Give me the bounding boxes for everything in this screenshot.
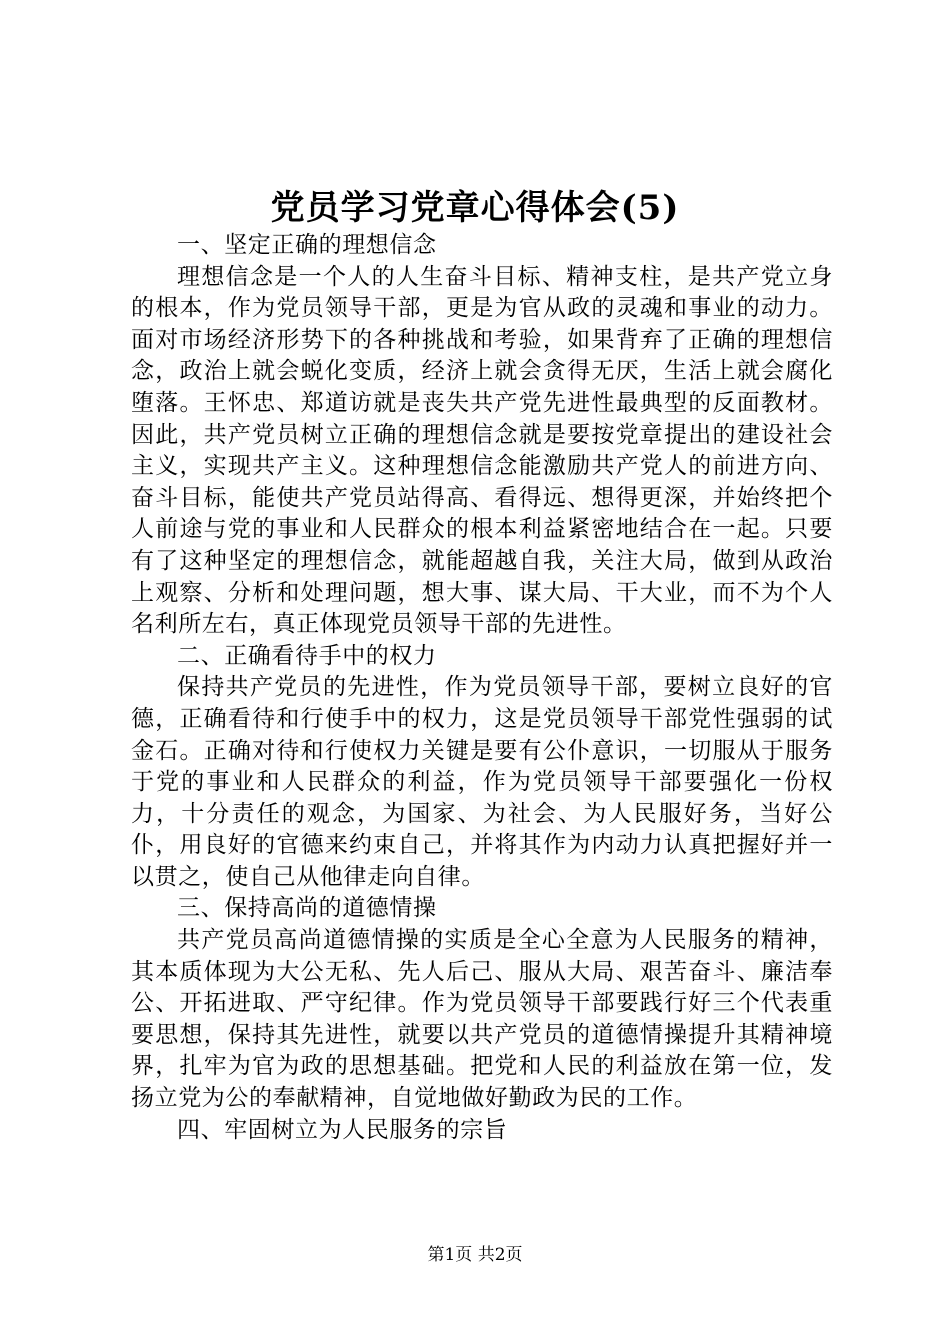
body-paragraph-3: 共产党员高尚道德情操的实质是全心全意为人民服务的精神，其本质体现为大公无私、先人后己、服从大局、艰苦奋斗、廉洁奉公、开拓进取、严守纪律。作为党员领导干部要践行好三个代表重要思想，保持其先进性，就要以共产党员的道德情操提升其精神境界，扎牢为官为政的思想基础。把党和人民的利益放在第一位，发扬立党为公的奉献精神，自觉地做好勤政为民的工作。 [131, 927, 833, 1112]
body-paragraph-2: 保持共产党员的先进性，作为党员领导干部，要树立良好的官德，正确看待和行使手中的权力，这是党员领导干部党性强弱的试金石。正确对待和行使权力关键是要有公仆意识，一切服从于服务于党的事业和人民群众的利益，作为党员领导干部要强化一份权力，十分责任的观念，为国家、为社会、为人民服好务，当好公仆，用良好的官德来约束自己，并将其作为内动力认真把握好并一以贯之，使自己从他律走向自律。 [131, 674, 833, 890]
document-title: 党员学习党章心得体会(5) [270, 188, 680, 228]
section-heading-3: 三、保持高尚的道德情操 [177, 895, 437, 922]
body-paragraph-1: 理想信念是一个人的人生奋斗目标、精神支柱，是共产党立身的根本，作为党员领导干部，更是为官从政的灵魂和事业的动力。面对市场经济形势下的各种挑战和考验，如果背弃了正确的理想信念，政治上就会蜕化变质，经济上就会贪得无厌，生活上就会腐化堕落。王怀忠、郑道访就是丧失共产党先进性最典型的反面教材。因此，共产党员树立正确的理想信念就是要按党章提出的建设社会主义，实现共产主义。这种理想信念能激励共产党人的前进方向、奋斗目标，能使共产党员站得高、看得远、想得更深，并始终把个人前途与党的事业和人民群众的根本利益紧密地结合在一起。只要有了这种坚定的理想信念，就能超越自我，关注大局，做到从政治上观察、分析和处理问题，想大事、谋大局、干大业，而不为个人名利所左右，真正体现党员领导干部的先进性。 [131, 263, 833, 638]
section-heading-2: 二、正确看待手中的权力 [177, 642, 437, 669]
section-heading-4: 四、牢固树立为人民服务的宗旨 [177, 1116, 508, 1143]
section-heading-1: 一、坚定正确的理想信念 [177, 232, 437, 258]
page-footer: 第1页 共2页 [427, 1245, 523, 1265]
document-body [131, 230, 833, 1146]
